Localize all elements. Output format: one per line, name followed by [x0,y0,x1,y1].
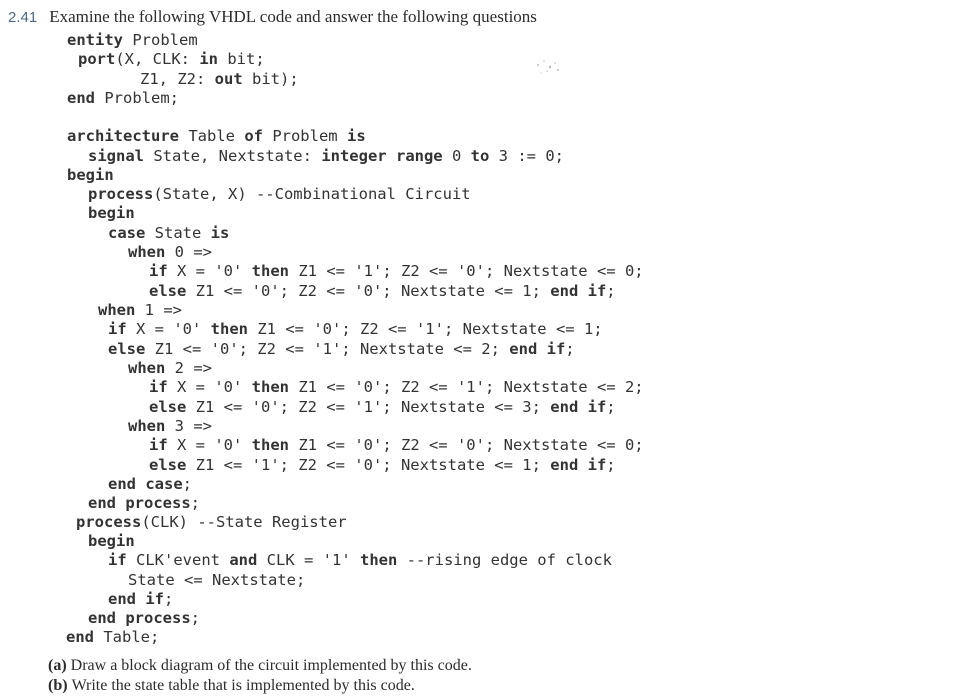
code-line: end process; [88,494,201,512]
code-line: else Z1 <= '0'; Z2 <= '0'; Nextstate <= 1; end if; [149,282,616,300]
code-line: case State is [108,224,230,242]
code-line: if X = '0' then Z1 <= '0'; Z2 <= '0'; Nextstate <= 0; [149,436,644,454]
problem-number: 2.41 [8,9,38,26]
code-line: when 0 => [128,243,212,261]
code-line: end case; [108,475,193,493]
problem-heading [8,6,537,28]
code-line: signal State, Nextstate: integer range 0 to 3 := 0; [88,147,564,165]
question-label: (b) [48,677,68,694]
code-line: end process; [88,609,201,627]
problem-title: Examine the following VHDL code and answer the following questions [49,7,537,26]
code-line: begin [88,532,135,550]
code-line: if X = '0' then Z1 <= '0'; Z2 <= '1'; Nextstate <= 1; [108,320,603,338]
code-line: if CLK'event and CLK = '1' then --rising edge of clock [108,551,612,569]
code-line: process(State, X) --Combinational Circuit [88,185,471,203]
question-text: Write the state table that is implemented by this code. [71,677,415,694]
question-a [48,656,472,676]
code-line: end if; [108,590,174,608]
code-line: when 2 => [128,359,212,377]
code-line: State <= Nextstate; [128,571,306,589]
code-line: if X = '0' then Z1 <= '0'; Z2 <= '1'; Nextstate <= 2; [149,378,644,396]
code-line: if X = '0' then Z1 <= '1'; Z2 <= '0'; Nextstate <= 0; [149,262,644,280]
question-label: (a) [48,657,67,674]
code-line: begin [67,166,114,184]
code-line: architecture Table of Problem is [67,127,366,145]
code-line: else Z1 <= '1'; Z2 <= '0'; Nextstate <= 1; end if; [149,456,616,474]
code-line: else Z1 <= '0'; Z2 <= '1'; Nextstate <= 2; end if; [108,340,575,358]
code-line: when 3 => [128,417,212,435]
code-line: Z1, Z2: out bit); [140,70,299,88]
code-line: else Z1 <= '0'; Z2 <= '1'; Nextstate <= 3; end if; [149,398,616,416]
code-line: port(X, CLK: in bit; [78,50,265,68]
code-line: end Problem; [67,89,179,107]
code-line: process(CLK) --State Register [76,513,347,531]
question-b [48,676,415,696]
code-line: entity Problem [67,31,198,49]
code-line: when 1 => [98,301,182,319]
question-text: Draw a block diagram of the circuit implemented by this code. [70,657,472,674]
code-line: begin [88,204,135,222]
scan-smudge [530,55,570,85]
code-line: end Table; [66,628,160,646]
